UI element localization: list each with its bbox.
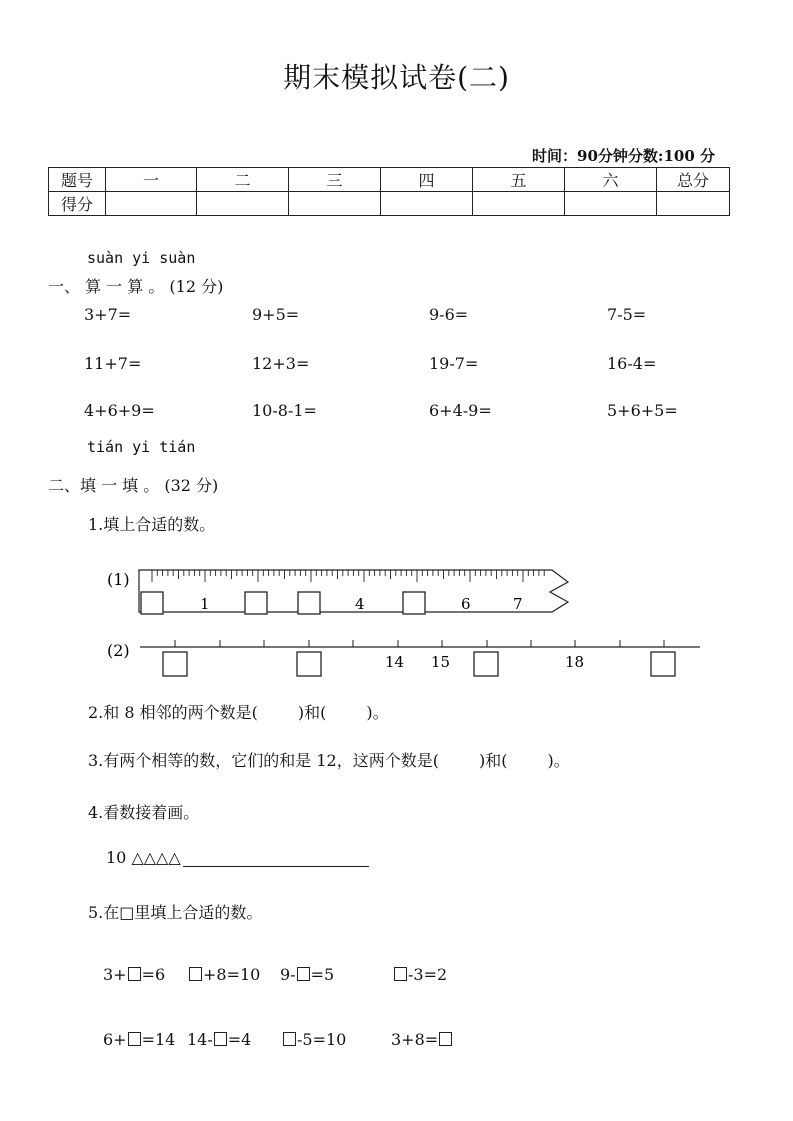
numberline-answer-box[interactable]	[474, 652, 498, 676]
answer-box[interactable]	[297, 967, 310, 981]
ruler-number: 6	[461, 595, 471, 613]
question-3-text-a: 3.有两个相等的数，它们的和是 12，这两个数是(	[88, 751, 439, 770]
score-input-cell[interactable]	[381, 192, 473, 216]
fill-box-equation	[187, 1030, 251, 1049]
score-header-cell: 一	[106, 168, 197, 192]
equation-part: -5=10	[297, 1030, 347, 1049]
score-header-cell: 总分	[657, 168, 730, 192]
answer-box[interactable]	[189, 967, 202, 981]
numberline-answer-box[interactable]	[297, 652, 321, 676]
question-3	[88, 748, 570, 771]
triangle-prefix: 10 △△△△	[106, 848, 181, 867]
ruler-number: 7	[513, 595, 523, 613]
equation-part: 3+8=	[391, 1030, 439, 1049]
question-2-text-b: )和(	[297, 703, 327, 722]
ruler-ticks	[152, 570, 544, 582]
calc-item: 3+7=	[84, 305, 132, 324]
score-table-header-row	[49, 168, 730, 192]
answer-box[interactable]	[214, 1032, 227, 1046]
question-5: 5.在□里填上合适的数。	[88, 903, 263, 922]
fill-box-equation	[393, 965, 447, 984]
numberline-number: 15	[431, 653, 451, 671]
score-table	[48, 167, 730, 216]
score-header-cell: 五	[473, 168, 565, 192]
score-input-cell[interactable]	[289, 192, 381, 216]
score-input-cell[interactable]	[657, 192, 730, 216]
score-row-label: 得分	[49, 192, 106, 216]
section1-pinyin: suàn yi suàn	[87, 249, 196, 267]
numberline-answer-box[interactable]	[651, 652, 675, 676]
calc-item: 9-6=	[429, 305, 469, 324]
calc-item: 11+7=	[84, 354, 142, 373]
score-header-cell: 二	[197, 168, 289, 192]
score-input-cell[interactable]	[473, 192, 565, 216]
question-3-text-c: )。	[547, 751, 570, 770]
ruler-answer-box[interactable]	[298, 592, 320, 614]
question-2-text-a: 2.和 8 相邻的两个数是(	[88, 703, 258, 722]
fill-box-equation	[391, 1030, 453, 1049]
question-4: 4.看数接着画。	[88, 803, 200, 822]
page-title: 期末模拟试卷(二)	[283, 61, 510, 94]
section1-heading: 一、 算 一 算 。 (12 分)	[48, 277, 224, 296]
fill-box-equation	[188, 965, 260, 984]
equation-part: 3+	[103, 965, 127, 984]
equation-part: =5	[310, 965, 335, 984]
ruler-answer-box[interactable]	[403, 592, 425, 614]
ruler-number: 1	[200, 595, 210, 613]
numberline-number: 18	[565, 653, 585, 671]
ruler-figure	[0, 556, 793, 686]
question-4-drawing	[106, 848, 369, 867]
question-2-text-c: )。	[366, 703, 389, 722]
fill-box-equation	[280, 965, 334, 984]
calc-item: 5+6+5=	[607, 401, 678, 420]
score-input-cell[interactable]	[565, 192, 657, 216]
answer-box[interactable]	[439, 1032, 452, 1046]
answer-box[interactable]	[283, 1032, 296, 1046]
calc-item: 6+4-9=	[429, 401, 492, 420]
equation-part: -3=2	[408, 965, 448, 984]
score-input-cell[interactable]	[197, 192, 289, 216]
numberline-label: (2)	[107, 641, 130, 660]
fill-box-equation	[103, 1030, 175, 1049]
fill-box-equation	[282, 1030, 346, 1049]
equation-part: 14-	[187, 1030, 213, 1049]
question-3-text-b: )和(	[478, 751, 508, 770]
score-input-cell[interactable]	[106, 192, 197, 216]
question-2	[88, 700, 389, 723]
score-header-cell: 四	[381, 168, 473, 192]
score-header-cell: 三	[289, 168, 381, 192]
equation-part: =4	[227, 1030, 252, 1049]
equation-part: =6	[141, 965, 166, 984]
calc-item: 9+5=	[252, 305, 300, 324]
drawing-line[interactable]	[183, 850, 369, 867]
section2-pinyin: tián yi tián	[87, 438, 196, 456]
ruler-label: (1)	[107, 570, 130, 589]
score-table-score-row	[49, 192, 730, 216]
answer-box[interactable]	[394, 967, 407, 981]
question-1: 1.填上合适的数。	[88, 515, 216, 534]
calc-item: 7-5=	[607, 305, 647, 324]
exam-meta: 时间：90分钟分数:100 分	[532, 147, 715, 165]
numberline-number: 14	[385, 653, 405, 671]
score-header-cell: 六	[565, 168, 657, 192]
calc-item: 19-7=	[429, 354, 479, 373]
numberline-answer-box[interactable]	[163, 652, 187, 676]
fill-box-equation	[103, 965, 165, 984]
calc-item: 4+6+9=	[84, 401, 155, 420]
score-header-cell: 题号	[49, 168, 106, 192]
calc-item: 16-4=	[607, 354, 657, 373]
section2-heading: 二、填 一 填 。 (32 分)	[48, 476, 219, 495]
equation-part: +8=10	[203, 965, 261, 984]
equation-part: 6+	[103, 1030, 127, 1049]
calc-item: 12+3=	[252, 354, 310, 373]
ruler-answer-box[interactable]	[245, 592, 267, 614]
numberline-ticks	[175, 640, 664, 647]
equation-part: =14	[141, 1030, 176, 1049]
answer-box[interactable]	[128, 967, 141, 981]
ruler-answer-box[interactable]	[141, 592, 163, 614]
answer-box[interactable]	[128, 1032, 141, 1046]
equation-part: 9-	[280, 965, 296, 984]
ruler-number: 4	[355, 595, 365, 613]
calc-item: 10-8-1=	[252, 401, 317, 420]
